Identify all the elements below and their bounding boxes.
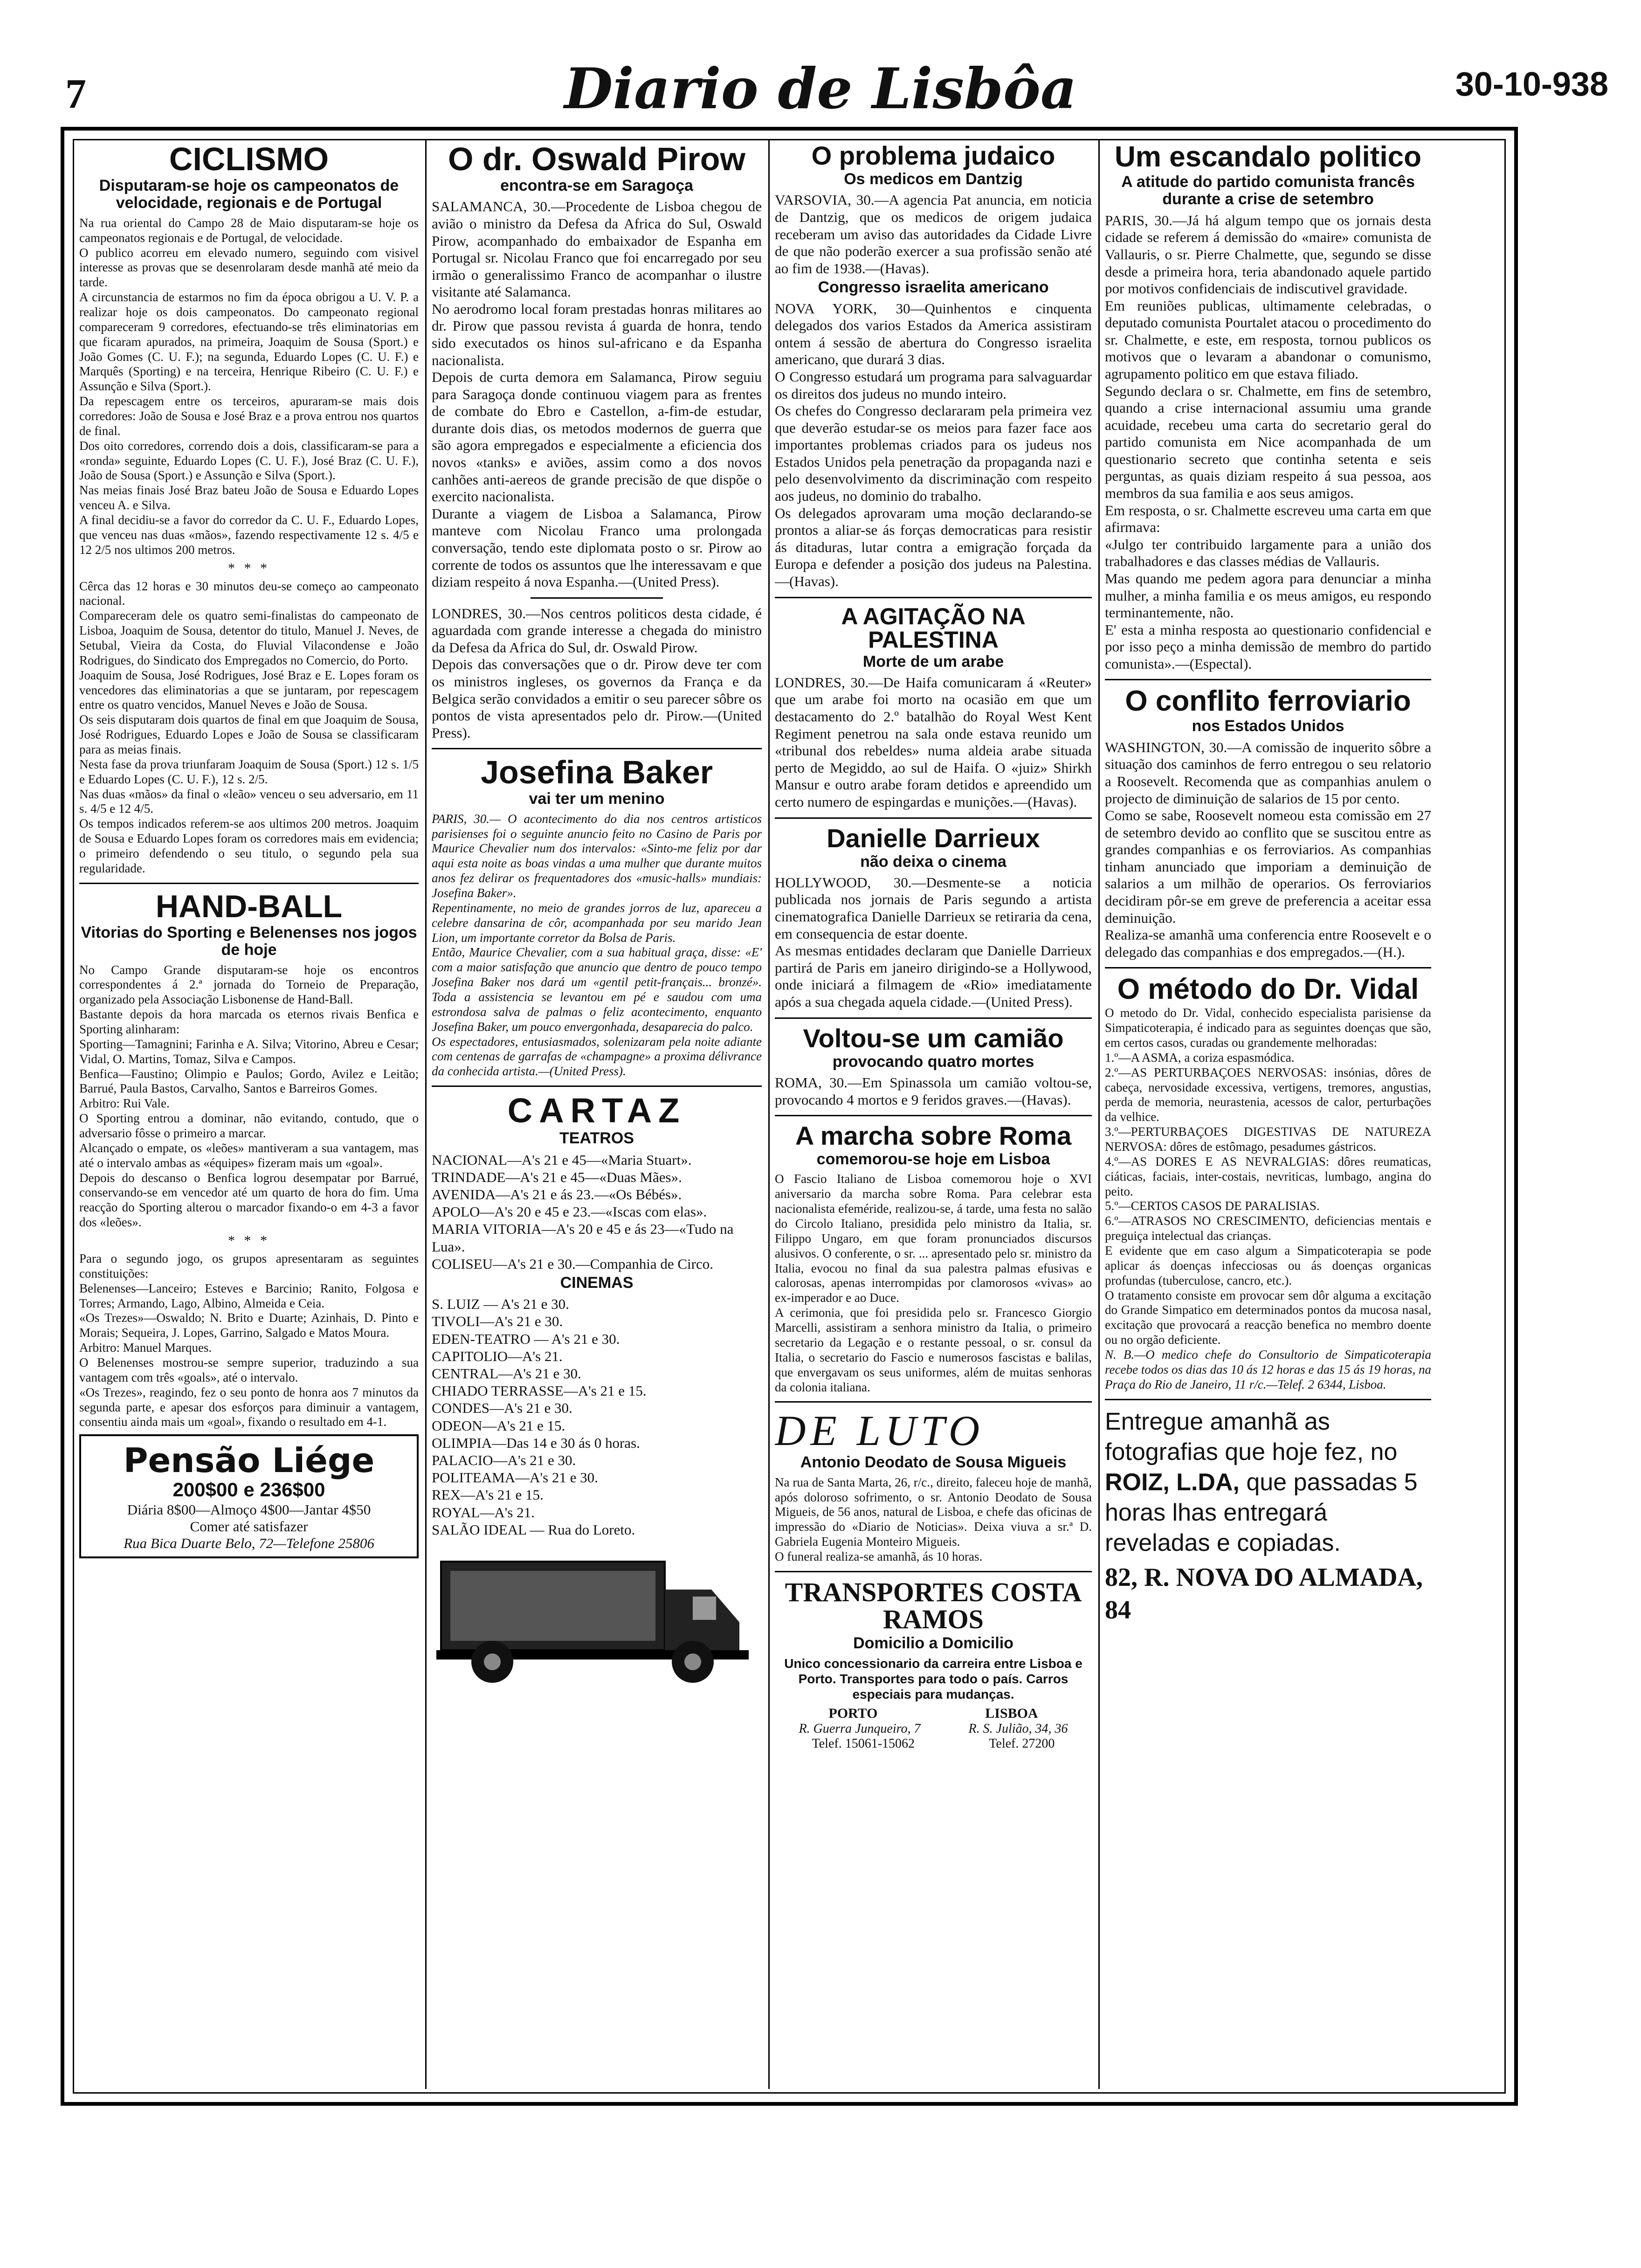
listing-item: POLITEAMA—A's 21 e 30. — [432, 1469, 598, 1486]
ad-title: Pensão Liége — [123, 1441, 375, 1480]
article-paragraph: «Os Trezes», reagindo, fez o seu ponto de honra aos 7 minutos da segunda parte, e apesar dos esforços para diminuir a vantagem, consentiu ainda mais um «goal», fixando o resultado em 4-1. — [79, 1385, 419, 1429]
subhead-conflito: nos Estados Unidos — [1192, 717, 1345, 735]
article-paragraph: O tratamento consiste em provocar sem dôr alguma a excitação do Grande Simpatico em determinados pontos da mucosa nasal, excitação que provocará a reacção benefica no membro doente ou no orgão deficiente. — [1105, 1288, 1431, 1347]
ad-subtitle: Domicilio a Domicilio — [853, 1634, 1014, 1652]
article-paragraph: O metodo do Dr. Vidal, conhecido especialista parisiense da Simpaticoterapia, é indicado para as seguintes doenças que são, em certos casos, curadas ou grandemente melhoradas: — [1105, 1006, 1431, 1050]
column-divider — [1098, 140, 1100, 2089]
subhead-dantzig: Os medicos em Dantzig — [844, 170, 1023, 188]
ad-text: que passadas 5 horas lhas entregará reveladas e copiadas. — [1105, 1468, 1418, 1556]
article-paragraph: Da repescagem entre os terceiros, apuraram-se mais dois corredores: João de Sousa e José Braz e a prova entrou nos quartos de final. — [79, 394, 419, 438]
article-paragraph: Arbitro: Manuel Marques. — [79, 1341, 212, 1355]
listing-item: COLISEU—A's 21 e 30.—Companhia de Circo. — [432, 1255, 713, 1272]
article-paragraph: Segundo declara o sr. Chalmette, em fins de setembro, quando a crise internacional assumiu uma grande acuidade, recebeu uma carta do secretario geral do partido comunista em Nice acompanhada de um questionario secreto que continha setenta e seis perguntas, as quais diziam respeito á sua pessoa, aos membros da sua familia e aos seus amigos. — [1105, 382, 1431, 502]
subhead-darrieux: não deixa o cinema — [860, 852, 1007, 871]
column-politics — [432, 140, 762, 2089]
ad-text: Unico concessionario da carreira entre Lisboa e Porto. Transportes para todo o país. Carros especiais para mudanças. — [784, 1656, 1083, 1702]
ad-address-porto: R. Guerra Junqueiro, 7 — [799, 1722, 921, 1736]
list-item: 1.º—A ASMA, a coriza espasmódica. — [1105, 1050, 1295, 1065]
listing-item: MARIA VITORIA—A's 20 e 45 e ás 23—«Tudo na Lua». — [432, 1221, 734, 1255]
ad-line: Comer até satisfazer — [190, 1518, 308, 1535]
article-paragraph: Como se sabe, Roosevelt nomeou esta comissão em 27 de setembro devido ao conflito que se suscitou entre as grandes companhias e os ferroviarios. As companhias tinham anunciado que imporiam a deminuição de salarios a um milhão de operarios. Os ferroviarios decidiram pôr-se em greve de preferencia a aceitar essa deminuição. — [1105, 807, 1431, 926]
article-paragraph: Os seis disputaram dois quartos de final em que Joaquim de Sousa, José Rodrigues, Eduardo Lopes e João de Sousa se classificaram para as meias finais. — [79, 712, 419, 756]
listing-item: OLIMPIA—Das 14 e 30 ás 0 horas. — [432, 1434, 640, 1451]
article-paragraph: WASHINGTON, 30.—A comissão de inquerito sôbre a situação dos caminhos de ferro entregou o seu relatorio a Roosevelt. Recomenda que as companhias anulem o projecto de diminuição de salarios de 15 por cento. — [1105, 739, 1431, 807]
newspaper-title: Diario de Lisbôa — [564, 56, 1077, 122]
article-paragraph: Para o segundo jogo, os grupos apresentaram as seguintes constituições: — [79, 1251, 419, 1280]
ad-transportes — [775, 1579, 1092, 1751]
list-item: 2.º—AS PERTURBAÇOES NERVOSAS: insónias, dôres de cabeça, nervosidade excessiva, vertigens, tremores, angustias, perda de memoria, neurastenia, acessos de calor, perturbações da velhice. — [1105, 1065, 1431, 1124]
headline-handball: HAND-BALL — [155, 888, 343, 924]
article-paragraph: Bastante depois da hora marcada os eternos rivais Benfica e Sporting alinharam: — [79, 1007, 419, 1036]
article-paragraph: Os delegados aprovaram uma moção declarando-se prontos a aliar-se ás forças democraticas para resistir ás ditaduras, lutar contra a emigração forçada da Europa e defender a posição dos judeus na Palestina.—(Havas). — [775, 505, 1092, 589]
ad-text: Entregue amanhã as fotografias que hoje fez, no — [1105, 1408, 1398, 1466]
listing-item: SALÃO IDEAL — Rua do Loreto. — [432, 1521, 635, 1538]
article-paragraph: Em resposta, o sr. Chalmette escreveu uma carta em que afirmava: — [1105, 502, 1431, 536]
obituary-text: Na rua de Santa Marta, 26, r/c., direito, faleceu hoje de manhã, após doloroso sofrimento, o sr. Antonio Deodato de Sousa Migueis, de 56 anos, natural de Lisboa, e chefe das oficinas de impressão do «Diario de Noticias». Deixa viuva a sr.ª D. Gabriela Eugenia Monteiro Migueis. — [775, 1475, 1092, 1549]
article-paragraph: Depois de curta demora em Salamanca, Pirow seguiu para Saragoça donde continuou viagem para as frentes de combate do Ebro e Castellon, a-fim-de estudar, durante dois dias, os metodos modernos de guerra que são agora empregados e especialmente a eficiencia dos novos «tanks» e aviões, assim como a dos novos canhões anti-aereos de grande precisão de que dispõe o exercito nacionalista. — [432, 369, 762, 505]
article-paragraph: A final decidiu-se a favor do corredor da C. U. F., Eduardo Lopes, que venceu nas duas «mãos», fazendo respectivamente 12 s. 4/5 e 12 2/5 nos ultimos 200 metros. — [79, 512, 419, 557]
article-paragraph: As mesmas entidades declaram que Danielle Darrieux partirá de Paris em janeiro dirigindo-se a Hollywood, onde iniciará a filmagem de «Rio» imediatamente após a sua chegada aquela cidade.—(United Press). — [775, 942, 1092, 1010]
subhead-marcha-roma: comemorou-se hoje em Lisboa — [816, 1150, 1050, 1169]
article-paragraph: A cerimonia, que foi presidida pelo sr. Francesco Giorgio Marcelli, assistiram a senhora ministro da Italia, o primeiro secretario da Legação e o restante pessoal, o sr. consul da Italia, o secretario do Fascio e numerosos fascistas e balilas, que envergavam os seus uniformes, além de muitas senhoras da colonia italiana. — [775, 1306, 1092, 1394]
article-paragraph: NOVA YORK, 30—Quinhentos e cinquenta delegados dos varios Estados da America assistiram ontem á sessão de abertura do Congresso israelita americano, que durará 3 dias. — [775, 300, 1092, 368]
article-paragraph: «Os Trezes»—Oswaldo; N. Brito e Duarte; Azinhais, D. Pinto e Morais; Sequeira, J. Lopes, Garrino, Salgado e Matos Moura. — [79, 1311, 419, 1340]
article-paragraph: Repentinamente, no meio de grandes jorros de luz, apareceu a celebre dansarina de côr, acompanhada por seu marido Jean Lion, um importante corretor da Bolsa de Paris. — [432, 900, 762, 945]
obituary-funeral: O funeral realiza-se amanhã, ás 10 horas. — [775, 1549, 983, 1564]
article-paragraph: Belenenses—Lanceiro; Esteves e Barcinio; Ranito, Folgosa e Torres; Armando, Lago, Albino, Almeida e Ceia. — [79, 1281, 419, 1310]
article-paragraph: Realiza-se amanhã uma conferencia entre Roosevelt e o delegado das companhias e dos empregados.—(H.). — [1105, 927, 1431, 960]
headline-conflito: O conflito ferroviario — [1125, 685, 1411, 718]
masthead — [0, 0, 1641, 126]
listing-item: CAPITOLIO—A's 21. — [432, 1348, 563, 1364]
headline-ciclismo: CICLISMO — [169, 141, 329, 177]
subhead-handball: Vitorias do Sporting e Belenenses nos jogos de hoje — [81, 923, 417, 959]
obituary-name: Antonio Deodato de Sousa Migueis — [800, 1453, 1067, 1472]
ad-city-porto: PORTO — [828, 1706, 878, 1722]
article-paragraph: No aerodromo local foram prestadas honras militares ao dr. Pirow que passou revista á guarda de honra, tendo sido executados os hinos sul-africano e da Espanha nacionalista. — [432, 300, 762, 368]
ad-address-lisboa: R. S. Julião, 34, 36 — [968, 1722, 1068, 1736]
listing-item: CONDES—A's 21 e 30. — [432, 1400, 572, 1417]
article-paragraph: O Fascio Italiano de Lisboa comemorou hoje o XVI aniversario da marcha sobre Roma. Para celebrar esta nacionalista efeméride, realizou-se, á tarde, uma festa no salão do Circolo Italiano, presidida pelo ministro da Italia, sr. Filippo Ungaro, em que foram pronunciados discursos alusivos. O conferente, o sr. ... apresentado pelo sr. ministro da Italia, evocou no final da sua palestra palmas efusivas e calorosas, apenas interrompidas por clamorosos «vivas» ao ex-imperador e ao Duce. — [775, 1172, 1092, 1305]
ad-roiz — [1105, 1407, 1431, 1626]
listing-item: ROYAL—A's 21. — [432, 1504, 535, 1521]
listing-item: REX—A's 21 e 15. — [432, 1487, 544, 1503]
article-paragraph: Na rua oriental do Campo 28 de Maio disputaram-se hoje os campeonatos regionais e de Portugal, de velocidade. — [79, 215, 419, 245]
listing-item: AVENIDA—A's 21 e ás 23.—«Os Bébés». — [432, 1186, 682, 1203]
article-paragraph: LONDRES, 30.—De Haifa comunicaram á «Reuter» que um arabe foi morto na ocasião em que um destacamento do 2.º batalhão do Royal West Kent Regiment penetrou na sala onde estava reunido um «tribunal dos rebeldes» numa aldeia arabe situada perto de Megiddo, ao sul de Haifa. O «juiz» Shirkh Mansur e outro arabe foram detidos e apreendido um certo numero de espingardas e munições.—(Havas). — [775, 674, 1092, 810]
subhead-teatros: TEATROS — [559, 1129, 634, 1148]
article-paragraph: E' esta a minha resposta ao questionario confidencial e por isso peço a minha demissão de membro do partido comunista».—(Espectal). — [1105, 621, 1431, 672]
listing-item: TIVOLI—A's 21 e 30. — [432, 1313, 563, 1330]
article-paragraph: Os tempos indicados referem-se aos ultimos 200 metros. Joaquim de Sousa e Eduardo Lopes foram os corredores mais em evidencia; o primeiro defendendo o seu titulo, o segundo pela sua regularidade. — [79, 816, 419, 875]
article-paragraph: Benfica—Faustino; Olimpio e Paulos; Gordo, Avilez e Leitão; Barrué, Paula Bastos, Carvalho, Santos e Barreiros Gomes. — [79, 1066, 419, 1096]
article-paragraph: N. B.—O medico chefe do Consultorio de Simpaticoterapia recebe todos os dias das 10 ás 12 horas e das 15 ás 19 horas, na Praça do Rio de Janeiro, 11 r/c.—Telef. 2 6344, Lisboa. — [1105, 1348, 1431, 1391]
article-paragraph: HOLLYWOOD, 30.—Desmente-se a noticia publicada nos jornais de Paris segundo a artista cinematografica Danielle Darrieux se retiraria da cena, em consequencia de estar doente. — [775, 874, 1092, 942]
listing-item: CENTRAL—A's 21 e 30. — [432, 1365, 581, 1382]
subhead-escandalo: A atitude do partido comunista francês durante a crise de setembro — [1121, 173, 1415, 208]
list-item: 5.º—CERTOS CASOS DE PARALISIAS. — [1105, 1199, 1320, 1213]
article-paragraph: SALAMANCA, 30.—Procedente de Lisboa chegou de avião o ministro da Defesa da Africa do Sul, Oswald Pirow, acompanhado do embaixador de Espanha em Portugal sr. Nicolau Franco que foi encarregado por seu irmão o generalissimo Franco de acompanhar o ilustre visitante até Salamanca. — [432, 198, 762, 300]
article-paragraph: Sporting—Tamagnini; Farinha e A. Silva; Vitorino, Abreu e Cesar; Vidal, O. Martins, Tomaz, Silva e Campos. — [79, 1037, 419, 1066]
ad-line: Diária 8$00—Almoço 4$00—Jantar 4$50 — [127, 1501, 371, 1518]
headline-camiao: Voltou-se um camião — [803, 1023, 1064, 1053]
column-france-us — [1105, 140, 1431, 2089]
headline-problema-judaico: O problema judaico — [811, 141, 1055, 170]
article-paragraph: O Sporting entrou a dominar, não evitando, contudo, que o adversario fôsse o primeiro a marcar. — [79, 1111, 419, 1140]
column-divider — [425, 140, 427, 2089]
article-paragraph: Durante a viagem de Lisboa a Salamanca, Pirow manteve com Nicolau Franco uma prolongada conversação, tendo este diplomata posto o sr. Pirow ao corrente de todos os assuntos que lhe interessavam e que diziam respeito á nova Espanha.—(United Press). — [432, 505, 762, 590]
subhead-ciclismo: Disputaram-se hoje os campeonatos de velocidade, regionais e de Portugal — [99, 177, 399, 212]
list-item: 6.º—ATRASOS NO CRESCIMENTO, deficiencias mentais e preguiça intelectual das crianças. — [1105, 1214, 1431, 1243]
headline-cartaz: CARTAZ — [507, 1091, 686, 1130]
article-paragraph: Nas meias finais José Braz bateu João de Sousa e Eduardo Lopes venceu A. e Silva. — [79, 483, 419, 512]
article-paragraph: Arbitro: Rui Vale. — [79, 1096, 170, 1111]
headline-de-luto: DE LUTO — [775, 1407, 985, 1455]
ad-address: Rua Bica Duarte Belo, 72—Telefone 25806 — [124, 1535, 374, 1552]
article-paragraph: Dos oito corredores, correndo dois a dois, classificaram-se para a «ronda» seguinte, Eduardo Lopes (C. U. F.), José Braz (C. U. F.), João de Sousa (Sport.) e Assunção e Silva (Sport.). — [79, 438, 419, 483]
headline-palestina: A AGITAÇÃO NA PALESTINA — [841, 603, 1026, 653]
article-paragraph: Então, Maurice Chevalier, com a sua habitual graça, disse: «E' com a maior satisfação que anuncio que dentro de pouco tempo Josefina Baker nos dará um «gentil petit-français... bronzé». Toda a assistencia se levantou em pé e saudou com uma estrondosa salva de palmas o feliz acontecimento, enquanto Josefina Baker, um pouco envergonhada, desaparecia do palco. — [432, 945, 762, 1034]
ad-phone-porto: Telef. 15061-15062 — [812, 1736, 915, 1751]
article-paragraph: O publico acorreu em elevado numero, seguindo com visivel interesse as provas que se desenrolaram desde manhã até meio da tarde. — [79, 245, 419, 290]
article-paragraph: Depois do descanso o Benfica logrou desempatar por Barrué, conservando-se em vencedor até um quarto de hora do fim. Uma reacção do Sporting alterou o marcador fixando-o em 4-3 a favor dos «leões». — [79, 1170, 419, 1230]
subhead-pirow: encontra-se em Saragoça — [500, 177, 693, 194]
column-sports — [79, 140, 419, 2089]
truck-illustration — [432, 1548, 762, 1690]
headline-escandalo: Um escandalo politico — [1114, 141, 1422, 173]
ad-address: 82, R. NOVA DO ALMADA, 84 — [1105, 1563, 1423, 1625]
subhead-cinemas: CINEMAS — [560, 1273, 634, 1292]
ad-prices: 200$00 e 236$00 — [172, 1479, 325, 1501]
article-paragraph: E evidente que em caso algum a Simpaticoterapia se pode aplicar ás doenças infecciosas ou ás doenças organicas profundas (tuberculose, cancro, etc.). — [1105, 1244, 1431, 1287]
subhead-congresso: Congresso israelita americano — [818, 278, 1049, 297]
ad-phone-lisboa: Telef. 27200 — [989, 1736, 1055, 1751]
listing-item: EDEN-TEATRO — A's 21 e 30. — [432, 1330, 620, 1347]
article-paragraph: A circunstancia de estarmos no fim da época obrigou a U. V. P. a realizar hoje os dois campeonatos. Do campeonato regional compareceram 9 corredores, efectuando-se três eliminatorias em que ficaram apurados, na primeira, Joaquim de Sousa (Sport.) e João Gomes (C. U. F.); na segunda, Eduardo Lopes (C. U. F.) e Marquês (Sporting) e na terceira, Henrique Ribeiro (C. U. F.) e Assunção e Silva (Sport.). — [79, 290, 419, 394]
section-separator: * * * — [228, 1232, 270, 1248]
article-paragraph: O Belenenses mostrou-se sempre superior, traduzindo a sua vantagem com três «goals», até o intervalo. — [79, 1355, 419, 1384]
article-paragraph: PARIS, 30.— O acontecimento do dia nos centros artisticos parisienses foi o seguinte anuncio feito no Casino de Paris por Maurice Chevalier num dos intervalos: «Sinto-me feliz por dar aqui esta noite as boas vindas a uma mulher que durante muitos anos fez delirar os frequentadores dos «music-halls» mundiais: Josefina Baker». — [432, 811, 762, 900]
listing-item: NACIONAL—A's 21 e 45—«Maria Stuart». — [432, 1151, 692, 1168]
section-separator: * * * — [228, 560, 270, 576]
headline-darrieux: Danielle Darrieux — [827, 823, 1040, 853]
issue-date: 30-10-938 — [1455, 66, 1608, 103]
article-paragraph: LONDRES, 30.—Nos centros politicos desta cidade, é aguardada com grande interesse a chegada do ministro da Defesa da Africa do Sul, dr. Oswald Pirow. — [432, 605, 762, 656]
article-paragraph: Em reuniões publicas, ultimamente celebradas, o deputado comunista Pourtalet atacou o procedimento do sr. Chalmette, e este, em resposta, tornou publicos os motivos que o levaram a abandonar o comunismo, agrupamento politico em que estava filiado. — [1105, 297, 1431, 382]
ad-city-lisboa: LISBOA — [985, 1706, 1038, 1722]
article-paragraph: O Congresso estudará um programa para salvaguardar os direitos dos judeus no mundo inteiro. — [775, 368, 1092, 402]
column-international — [775, 140, 1092, 2089]
listing-item: PALACIO—A's 21 e 30. — [432, 1452, 576, 1468]
article-paragraph: ROMA, 30.—Em Spinassola um camião voltou-se, provocando 4 mortos e 9 feridos graves.—(Havas). — [775, 1074, 1092, 1108]
article-paragraph: Compareceram dele os quatro semi-finalistas do campeonato de Lisboa, Joaquim de Sousa, detentor do titulo, Manuel J. Neves, de Setubal, Vieira da Costa, do Fluvial Vilacondense e João Rodrigues, do Sindicato dos Empregados no Comercio, do Porto. — [79, 608, 419, 667]
headline-marcha-roma: A marcha sobre Roma — [795, 1121, 1072, 1151]
subhead-josefina-baker: vai ter um menino — [529, 790, 665, 808]
headline-metodo-vidal: O método do Dr. Vidal — [1117, 973, 1419, 1006]
listing-item: S. LUIZ — A's 21 e 30. — [432, 1296, 569, 1313]
article-paragraph: Joaquim de Sousa, José Rodrigues, José Braz e E. Lopes foram os vencedores das eliminatorias a que se juntaram, por repescagem entre os quatro vencidos, Manuel Neves e João de Sousa. — [79, 668, 419, 712]
article-paragraph: Os chefes do Congresso declararam pela primeira vez que deverão estudar-se os meios para fazer face aos importantes problemas criados para os judeus nos Estados Unidos pela penetração da propaganda nazi e pelo desenvolvimento da discriminação com respeito aos judeus, no dominio do trabalho. — [775, 402, 1092, 505]
subhead-palestina: Morte de um arabe — [862, 652, 1004, 671]
article-paragraph: Nesta fase da prova triunfaram Joaquim de Sousa (Sport.) 12 s. 1/5 e Eduardo Lopes (C. U. F.), 12 s. 2/5. — [79, 757, 419, 786]
ad-brand: ROIZ, L.DA, — [1105, 1468, 1240, 1496]
article-paragraph: Os espectadores, entusiasmados, solenizaram pela noite adiante com centenas de garrafas de «champagne» a proxima délivrance da conhecida artista.—(United Press). — [432, 1034, 762, 1079]
article-paragraph: No Campo Grande disputaram-se hoje os encontros correspondentes á 2.ª jornada do Torneio de Preparação, organizado pela Associação Lisbonense de Hand-Ball. — [79, 962, 419, 1007]
listing-item: CHIADO TERRASSE—A's 21 e 15. — [432, 1383, 647, 1399]
subhead-camiao: provocando quatro mortes — [832, 1052, 1034, 1071]
listing-item: ODEON—A's 21 e 15. — [432, 1417, 565, 1434]
page-number: 7 — [65, 71, 86, 117]
article-paragraph: VARSOVIA, 30.—A agencia Pat anuncia, em noticia de Dantzig, que os medicos de origem judaica receberam um aviso das autoridades da Cidade Livre de que não poderão exercer a sua profissão senão até ao fim de 1938.—(Havas). — [775, 192, 1092, 277]
article-paragraph: «Julgo ter contribuido largamente para a união dos trabalhadores e das classes médias de Vallauris. — [1105, 536, 1431, 570]
listing-item: APOLO—A's 20 e 45 e 23.—«Iscas com elas». — [432, 1203, 707, 1220]
article-paragraph: PARIS, 30.—Já há algum tempo que os jornais desta cidade se referem á demissão do «maire» comunista de Vallauris, o sr. Pierre Chalmette, que, segundo se disse desde a primeira hora, teria abandonado aquele partido por motivos confidenciais de indiscutivel gravidade. — [1105, 212, 1431, 297]
listing-item: TRINDADE—A's 21 e 45—«Duas Mães». — [432, 1169, 682, 1185]
ad-pensao-liege — [79, 1434, 419, 1558]
article-paragraph: Depois das conversações que o dr. Pirow deve ter com os ministros ingleses, os governos da França e da Belgica serão convidados a emitir o seu parecer sôbre os pontos de vista apresentados pelo dr. Pirow.—(United Press). — [432, 656, 762, 741]
article-paragraph: Mas quando me pedem agora para denunciar a minha mulher, a minha familia e os meus amigos, eu respondo terminantemente, não. — [1105, 570, 1431, 621]
list-item: 4.º—AS DORES E AS NEVRALGIAS: dôres reumaticas, ciáticas, faciais, inter-costais, nevriticas, lumbago, angina do peito. — [1105, 1154, 1431, 1198]
article-paragraph: Alcançado o empate, os «leões» mantiveram a sua vantagem, mas até o intervalo ambas as «équipes» fizeram mais um «goal». — [79, 1141, 419, 1170]
article-paragraph: Cêrca das 12 horas e 30 minutos deu-se começo ao campeonato nacional. — [79, 579, 419, 608]
list-item: 3.º—PERTURBAÇOES DIGESTIVAS DE NATUREZA NERVOSA: dôres de estômago, pesadumes gástricos. — [1105, 1125, 1431, 1154]
article-paragraph: Nas duas «mãos» da final o «leão» venceu o seu adversario, em 11 s. 4/5 e 12 4/5. — [79, 787, 419, 816]
headline-pirow: O dr. Oswald Pirow — [448, 141, 745, 177]
ad-title: TRANSPORTES COSTA RAMOS — [785, 1577, 1082, 1634]
column-divider — [768, 140, 770, 2089]
headline-josefina-baker: Josefina Baker — [480, 754, 713, 791]
